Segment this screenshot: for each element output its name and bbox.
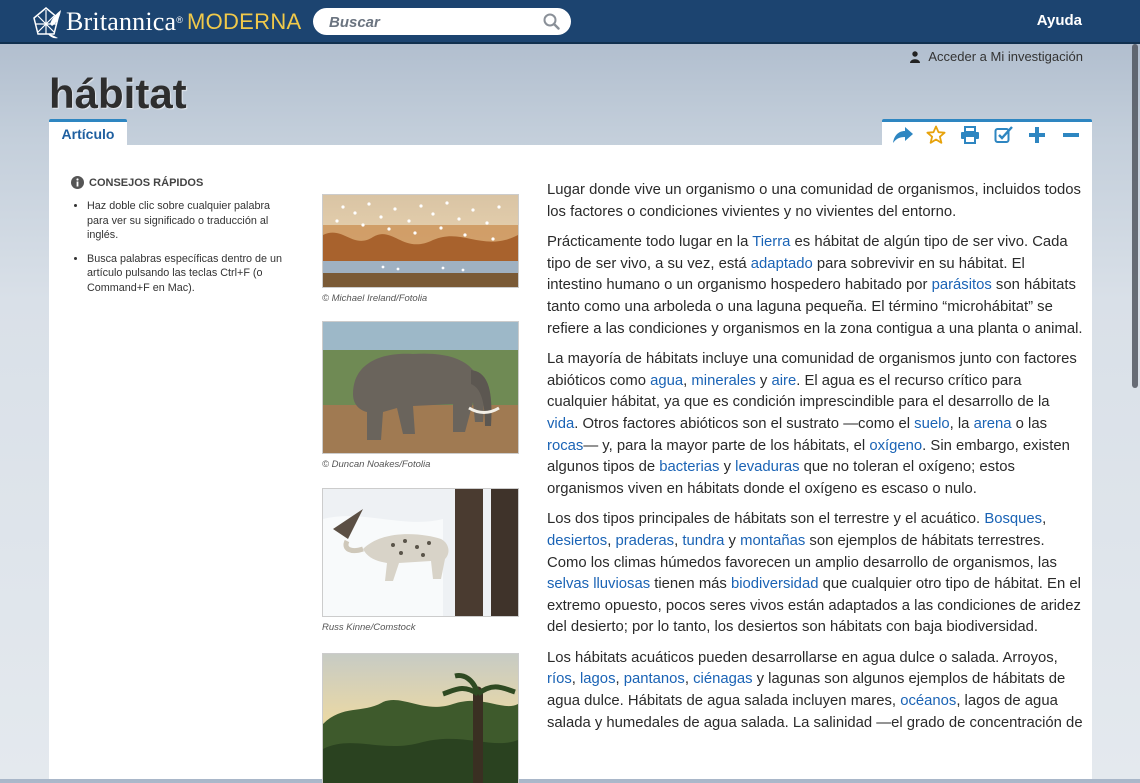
article-text: y [724,532,741,549]
article-link[interactable]: arena [973,415,1012,432]
quick-tips [71,176,291,304]
article-paragraph [547,509,1084,639]
article-paragraph [547,349,1084,500]
article-link[interactable]: montañas [740,532,806,549]
figure-caption: © Duncan Noakes/Fotolia [322,459,431,470]
article-link[interactable]: Bosques [984,511,1043,528]
article-text: y [719,459,736,476]
article-text: es hábitat de algún tipo de ser vivo. Cada tipo de ser vivo, a su vez, está [547,234,1068,272]
figure-elephant [322,321,519,470]
article-paragraph [547,648,1084,734]
article-text: . Otros factores abióticos son el sustrato —como el [574,415,915,432]
minus-icon[interactable] [1059,124,1083,146]
article-text: . El agua es el recurso crítico para cualquier hábitat, ya que es condición imprescindible para el desarrollo de la [547,372,1050,411]
figure-caption: Russ Kinne/Comstock [322,622,416,633]
article-link[interactable]: agua [650,372,684,389]
article-text: , [571,671,580,688]
my-research-label: Acceder a Mi investigación [928,49,1083,64]
article-text: son hábitats tanto como una arboleda o una laguna pequeña. El término “microhábitat” se refiere a las condiciones y organismos en la zona contigua a una planta o animal. [547,277,1083,337]
article-text: , la [949,415,974,432]
quick-tip-item: • Haz doble clic sobre cualquier palabra para ver su significado o traducción al inglés. [87,199,291,243]
article-paragraph: Lugar donde vive un organismo o una comunidad de organismos, incluidos todos los factores o condiciones vivientes y no vivientes del entorno. [547,182,1081,220]
article-text: y lagunas son algunos ejemplos de hábitats de agua dulce. Hábitats de agua salada incluyen mares, [547,671,1066,710]
article-link[interactable]: selvas lluviosas [547,576,651,593]
figure-rainforest [322,653,519,783]
article-text: Los hábitats acuáticos pueden desarrollarse en agua dulce o salada. Arroyos, [547,649,1058,666]
article-text: para sobrevivir en su hábitat. El intestino humano o un organismo hospedero habitado por [547,255,1025,294]
article-panel [49,145,1092,779]
share-icon[interactable] [891,124,915,146]
article-link[interactable]: aire [771,372,797,389]
logo-subbrand-text: MODERNA [186,9,302,34]
article-link[interactable]: pantanos [623,671,685,688]
article-text: , [684,671,694,688]
article-link[interactable]: rocas [547,437,584,454]
article-text: , [615,671,624,688]
quick-tips-title: CONSEJOS RÁPIDOS [89,176,204,189]
snow-leopard-image[interactable] [322,488,519,617]
article-link[interactable]: desiertos [547,532,608,549]
figure-snow-leopard [322,488,519,633]
article-text: Los dos tipos principales de hábitats son el terrestre y el acuático. [547,511,985,528]
article-text: que no toleran el oxígeno; estos organismos viven en hábitats donde el oxígeno es escaso o nulo. [547,459,1015,497]
article-link[interactable]: oxígeno [869,437,923,454]
elephant-image[interactable] [322,321,519,454]
quick-tips-header [71,176,291,189]
help-link[interactable]: Ayuda [1036,12,1082,29]
article-link[interactable]: lagos [580,671,616,688]
thistle-logo-icon [30,4,62,40]
britannica-logo[interactable] [30,4,302,40]
article-link[interactable]: océanos [900,693,957,710]
article-link[interactable]: praderas [615,532,675,549]
article-text: , [607,532,616,549]
article-link[interactable]: adaptado [750,255,813,272]
article-link[interactable]: suelo [914,415,950,432]
figure-birds [322,194,519,304]
article-paragraph [547,232,1084,340]
scrollbar[interactable] [1132,44,1138,388]
article-link[interactable]: tundra [682,532,725,549]
top-bar [0,0,1140,44]
info-icon [71,176,84,189]
article-text: que cualquier otro tipo de hábitat. En el extremo opuesto, pocos seres vivos están adaptados a las condiciones de aridez del desierto; por lo tanto, los desiertos son hábitats con baja biodiversidad. [547,576,1081,636]
rainforest-image[interactable] [322,653,519,783]
article-text: son ejemplos de hábitats terrestres. Como los climas húmedos favorecen un amplio desarrollo de organismos, las [547,532,1057,571]
article-text: — y, para la mayor parte de los hábitats, el [583,437,870,454]
article-link[interactable]: levaduras [735,459,800,476]
my-research-link[interactable] [910,49,1083,64]
logo-registered-mark: ® [176,15,183,25]
article-text: tienen más [650,576,731,593]
article-text: , lagos de agua salada y humedales de agua salada. La salinidad —el grado de concentración de [547,693,1083,731]
article-text: , [683,372,692,389]
print-icon[interactable] [958,124,982,146]
article-link[interactable]: bacterias [659,459,720,476]
article-body [547,180,1084,743]
search-icon[interactable] [543,13,560,35]
article-text: Prácticamente todo lugar en la [547,234,753,251]
article-link[interactable]: Tierra [752,234,791,251]
birds-image[interactable] [322,194,519,288]
article-text: La mayoría de hábitats incluye una comunidad de organismos junto con factores abióticos como [547,351,1077,389]
article-text: y [755,372,772,389]
search-box [313,8,571,35]
tab-article[interactable]: Artículo [49,119,127,147]
checkbox-icon[interactable] [992,124,1016,146]
page-title: hábitat [49,70,187,117]
article-link[interactable]: ciénagas [693,671,753,688]
article-link[interactable]: ríos [547,671,572,688]
article-toolbar [882,119,1092,147]
article-text: , [1042,511,1047,528]
article-link[interactable]: minerales [691,372,756,389]
user-icon [910,51,920,63]
search-input[interactable] [327,8,541,37]
quick-tips-list [71,199,291,295]
quick-tip-item: • Busca palabras específicas dentro de un artículo pulsando las teclas Ctrl+F (o Command+F en Mac). [87,252,291,296]
article-text: . Sin embargo, existen algunos tipos de [547,437,1070,476]
article-link[interactable]: vida [547,415,575,432]
figure-caption: © Michael Ireland/Fotolia [322,293,428,304]
plus-icon[interactable] [1025,124,1049,146]
star-icon[interactable] [924,124,948,146]
logo-brand-text: Britannica [66,7,177,36]
article-link[interactable]: biodiversidad [730,576,819,593]
article-link[interactable]: parásitos [931,277,992,294]
article-text: , [674,532,683,549]
article-text: o las [1011,415,1048,432]
